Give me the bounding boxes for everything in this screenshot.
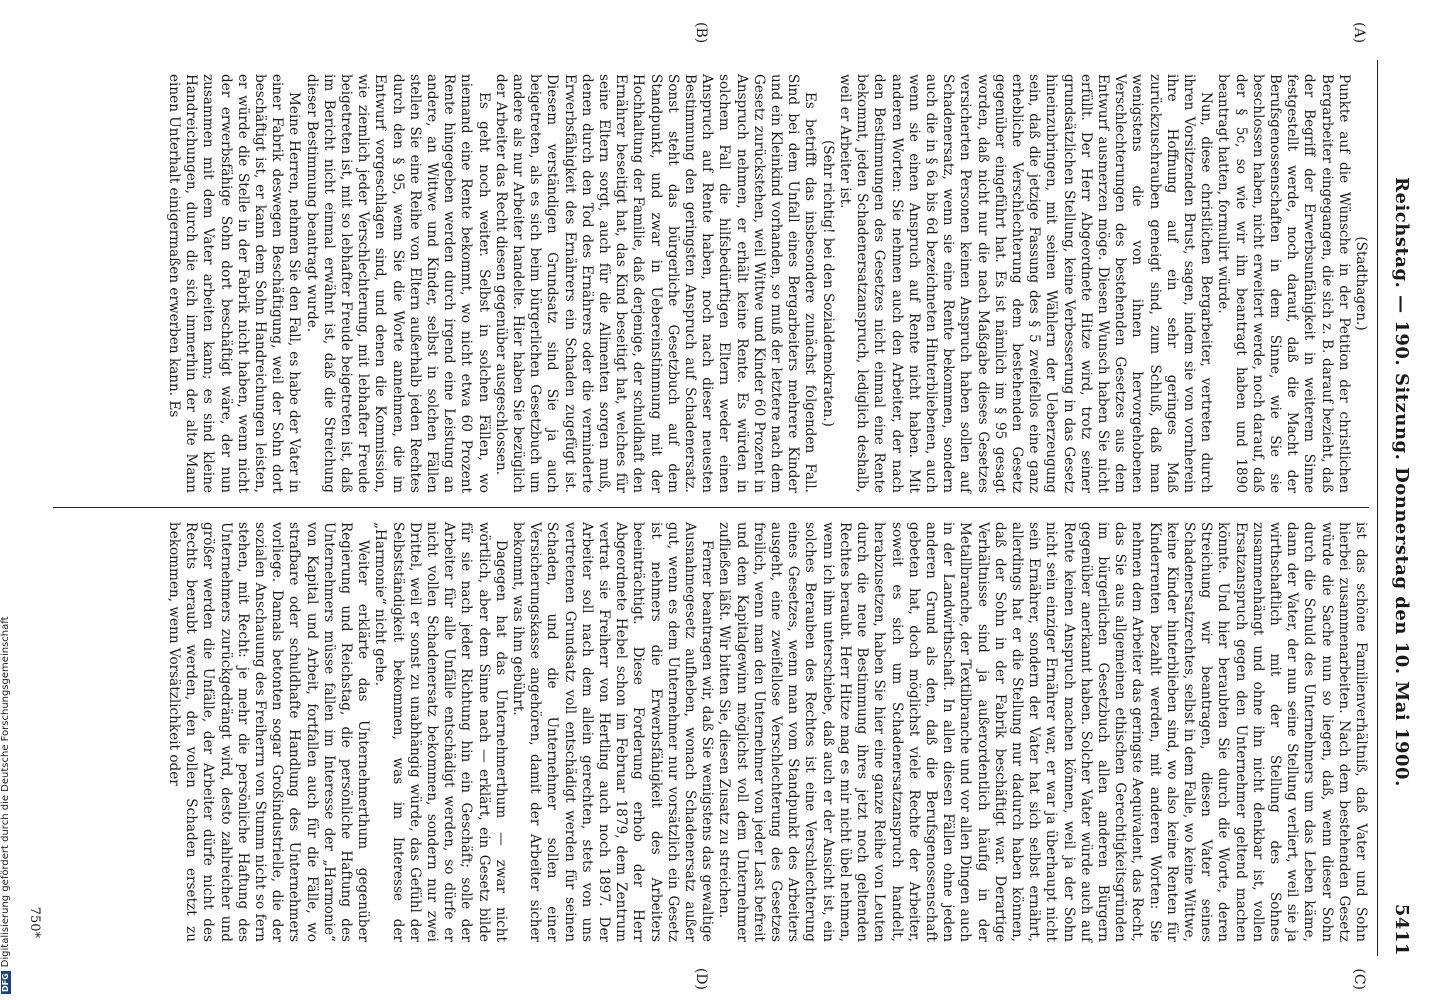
running-header [1377, 60, 1412, 956]
right-column [53, 508, 1369, 956]
speaker-label: (Stadthagen.) [1353, 236, 1369, 331]
paragraph: Meine Herren, nehmen Sie den Fall, es habe der Vater in einer Fabrik deswegen Beschäftigung, weil der Sohn dort beschäftigt ist, er kann dem Sohn Handreichungen leisten, er würde die Stelle in der Fabrik nicht haben, wenn nicht der erwerbsfähige Sohn dort beschäftigt wäre, der nun zusammen mit dem Vater arbeiten kann; es sind kleine Handreichungen, durch die sich immerhin der alte Mann einen Unterhalt einigermaßen erwerben kann. Es [165, 74, 303, 493]
paragraph: Punkte auf die Wünsche in der Petition der christlichen Bergarbeiter eingegangen, die sich z. B. darauf bezieht, daß der Begriff der Erwerbsunfähigkeit in weiterem Sinne festgestellt werde, noch darauf, daß die Macht der Berufsgenossenschaften in dem Sinne, wie Sie sie beschlossen haben, nicht erweitert werde, noch darauf, daß der § 5c, so wie wir ihn beantragt haben und 1890 beantragt hatten, formulirt würde. [1215, 74, 1352, 493]
margin-marker-d: (D) [693, 967, 709, 990]
paragraph: Nun, diese christlichen Bergarbeiter, vertreten durch ihren Vorsitzenden Brust, sagen, indem sie von vornherein ihre Hoffnung auf ein sehr geringes Maß zurückzuschrauben geneigt sind, zum Schluß, daß man wenigstens die von ihnen hervorgehobenen Verschlechterungen des bestehenden Gesetzes aus dem Entwurf ausmerzen möge. Diesen Wunsch haben Sie nicht erfüllt. Der Herr Abgeordnete Hitze wird, trotz seiner grundsätzlichen Stellung, keine Verbesserung in das Gesetz hineinzubringen, mit seinen Wählern der Ueberzeugung sein, daß die jetzige Fassung des § 5 zweifellos eine ganz erhebliche Verschlechterung dem bestehenden Gesetz gegenüber eingeführt hat. Es ist nämlich im § 95 gesagt worden, daß nicht nur die nach Maßgabe dieses Gesetzes versicherten Personen keinen Anspruch haben sollen auf Schadenersatz, wenn sie eine Rente bekommen, sondern auch die in § 6a bis 6d bezeichneten Hinterbliebenen, auch wenn sie einen Anspruch auf Rente nicht haben. Mit anderen Worten: Sie nehmen auch den Arbeiter, der nach den Bestimmungen des Gesetzes nicht einmal eine Rente bekommt, jeden Schadenersatzanspruch, lediglich deshalb, weil er Arbeiter ist. [836, 74, 1215, 493]
margin-marker-b: (B) [693, 22, 709, 44]
paragraph: Es betrifft das insbesondere zunächst folgenden Fall. Sind bei dem Unfall eines Bergarbeiters mehrere Kinder und ein Kleinkind vorhanden, so muß der letztere nach dem Gesetz zurückstehen, weil Wittwe und Kinder 60 Prozent in Anspruch nehmen, er erhält keine Rente. Es würden in solchem Fall die hilfsbedürftigen Eltern weder einen Anspruch auf Rente haben, noch nach dieser neuesten Bestimmung den geringsten Anspruch auf Schadenersatz. Sonst steht das bürgerliche Gesetzbuch auf dem Standpunkt, und zwar in Uebereinstimmung mit der Hochhaltung der Familie, daß derjenige, der schuldhaft den Ernährer beseitigt hat, das Kind beseitigt hat, welches für seine Eltern sorgt, auch für die Alimenten sorgen muß, denen durch den Tod des Ernährers oder die verminderte Erwerbsfähigkeit des Ernährers ein Schaden zugefügt ist. Diesem verständigen Grundsatz sind Sie ja auch beigetreten, als es sich beim bürgerlichen Gesetzbuch um andere als nur Arbeiter handelte. Hier haben Sie bezüglich der Arbeiter das Recht diesen gegenüber ausgeschlossen. [492, 74, 819, 493]
text-columns [27, 22, 1369, 990]
header-title: Reichstag. — 190. Sitzung. Donnerstag den 10. Mai 1900. [1391, 177, 1412, 787]
credit-text: Digitalisierung gefördert durch die Deutsche Forschungsgemeinschaft [0, 616, 11, 968]
paragraph: Es geht noch weiter. Selbst in solchen Fällen, wo niemand eine Rente bekommt, wo nicht etwa 60 Prozent Rente hingegeben werden durch irgend eine Leistung an andere, an Wittwe und Kinder, selbst in solchen Fällen stellen Sie eine Reihe von Eltern außerhalb jeden Rechtes durch den § 95, wenn Sie die Worte annehmen, die im Entwurf vorgeschlagen sind, und denen die Kommission, wie ziemlich jeder Verschlechterung, mit lebhafter Freude beigetreten ist, mit so lebhafter Freude beigetreten ist, daß im Bericht nicht einmal erwähnt ist, daß die Streichung dieser Bestimmung beantragt wurde. [303, 74, 492, 493]
paragraph: Dagegen hat das Unternehmerthum — zwar nicht wörtlich, aber dem Sinne nach — erklärt, ein Gesetz bilde für sie nach jeder Richtung hin ein Geschäft; solle der Arbeiter für alle Unfälle entschädigt werden, so dürfe er nicht vollen Schadenersatz bekommen, sondern nur zwei Drittel, weil er sonst zu unabhängig würde, das Gefühl der Selbstständigkeit bekommen, was im Interesse der „Harmonie“ nicht gehe. [372, 522, 509, 942]
left-column [53, 60, 1369, 508]
sheet-signature: 750* [27, 906, 42, 938]
dfg-logo: DFG [0, 973, 10, 992]
interjection: (Sehr richtig! bei den Sozialdemokraten.) [819, 140, 836, 427]
margin-marker-c: (C) [1351, 968, 1367, 990]
paragraph: Ferner beantragen wir, daß Sie wenigstens das gewaltige Ausnahmegesetz aufheben, wonach Schadenersatz außer gut, wenn es dem Unternehmer nur vorsätzlich ein Gesetz ist nehmers die Erwerbsfähigkeit des Arbeiters beeinträchtigt. Diese Forderung erhob der Herr Abgeordnete Hebel schon im Februar 1879, dem Zentrum vertrat sie Freiherr von Hertling auch noch 1897. Der Arbeiter soll nach dem allein gerechten, stets von uns vertretenen Grundsatz voll entschädigt werden für seinen Schaden, und die Unternehmer sollen einer Versicherungskasse angehören, damit der Arbeiter sicher bekommt, was ihm gebührt. [510, 522, 716, 942]
page-number: 5411 [1391, 903, 1412, 956]
paragraph: ist das schöne Familienverhältniß, daß Vater und Sohn hierbei zusammenarbeiten. Nach dem bestehenden Gesetz würde die Sache nun so liegen, daß, wenn dieser Sohn durch die Schuld des Unternehmers um das Leben käme, dann der Vater, der nun seine Stellung verliert, weil sie ja wirthschaftlich mit der Stellung des Sohnes zusammenhängt und ohne ihn nicht denkbar ist, vollen Ersatzanspruch gegen den Unternehmer geltend machen könnte. Und hier beraubten Sie durch die Worte, deren Streichung wir beantragen, diesen Vater seines Schadenersatzrechtes, selbst in dem Falle, wo keine Wittwe, keine Kinder hinterblieben sind, wo also keine Renten für Kinderrenten bezahlt werden, mit anderen Worten: Sie nehmen dem Arbeiter das geringste Aequivalent, das Recht, das Sie aus allgemeinen ethischen Gerechtigkeitsgründen im bürgerlichen Gesetzbuch allen anderen Bürgern gegenüber anerkannt haben. Solcher Vater würde auch auf Rente keinen Anspruch machen können, weil ja der Sohn nicht sein einziger Ernährer war, er war ja überhaupt nicht sein Ernährer, sondern der Vater hat sich selbst ernährt, allerdings hat er die Stellung nur dadurch haben können, daß der Sohn in der Fabrik beschäftigt war. Derartige Verhältnisse sind ja außerordentlich häufig in der Metallbranche, der Textilbranche und vor allen Dingen auch in der Landwirthschaft. In allen diesen Fällen ohne jeden anderen Grund als den, daß die Berufsgenossenschaft gebeten hat, doch möglichst viele Rechte der Arbeiter, soweit es sich um Schadenersatzanspruch handelt, herabzusetzen, haben Sie hier eine ganze Reihe von Leuten durch die neue Bestimmung ihres jetzt noch geltenden Rechtes beraubt. Herr Hitze mag es mir nicht übel nehmen, wenn ich ihm unterschiebe, daß auch er der Ansicht ist, ein solches Berauben des Rechtes ist eine Verschlechterung eines Gesetzes, wenn man vom Standpunkt des Arbeiters ausgeht, eine zweifellose Verschlechterung des Gesetzes freilich, wenn man den Unternehmer von jeder Last befreit und dem Kapitalgewinn möglichst voll dem Unternehmer zufließen läßt. Wir bitten Sie, diesen Zusatz zu streichen. [716, 522, 1369, 942]
digitization-credit [0, 616, 11, 1000]
paragraph: Weiter erklärte das Unternehmerthum gegenüber Regierung und Reichstag, die persönliche Haftung des Unternehmers müsse fallen im Interesse der „Harmonie“ von Kapital und Arbeit, fortfallen auch für die Fälle, wo strafbare oder schuldhafte Handlung des Unternehmers vorliege. Damals betonten sogar Großindustrielle, die der sozialen Anschauung des Freiherrn von Stumm nicht so fern stehen, mit Recht: je mehr die persönliche Haftung des Unternehmers zurückgedrängt wird, desto zahlreicher und größer werden die Unfälle, der Arbeiter dürfe nicht des Rechts beraubt werden, den vollen Schaden ersetzt zu bekommen, wenn Vorsätzlichkeit oder [165, 522, 372, 942]
margin-marker-a: (A) [1351, 22, 1367, 44]
